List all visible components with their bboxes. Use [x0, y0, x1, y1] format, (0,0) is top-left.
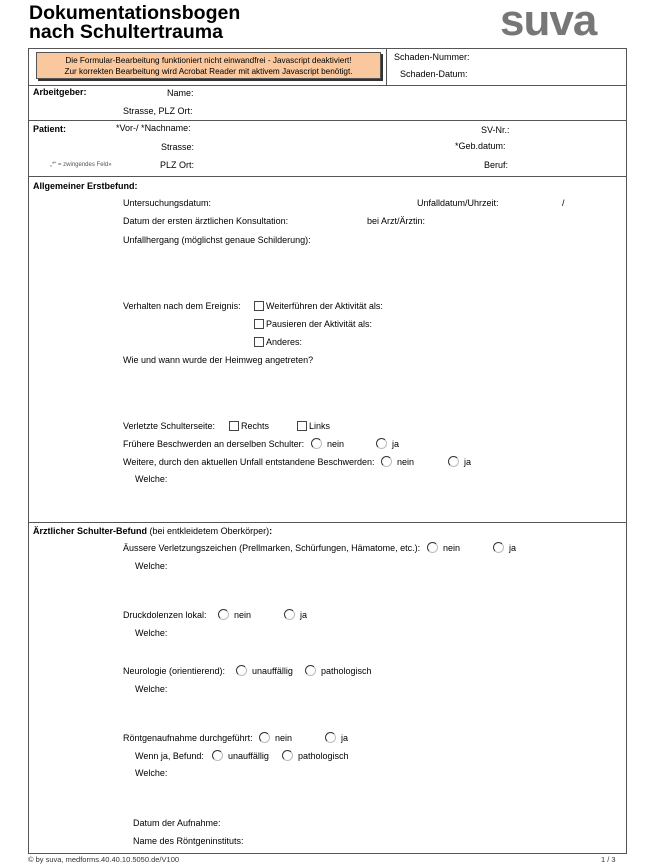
patient-section-label: Patient: — [33, 124, 67, 134]
behaviour-pause-label: Pausieren der Aktivität als: — [266, 319, 373, 329]
behaviour-label: Verhalten nach dem Ereignis: — [123, 301, 241, 311]
way-home-label: Wie und wann wurde der Heimweg angetreten? — [123, 355, 314, 365]
xray-which-label: Welche: — [135, 768, 168, 778]
tenderness-yes-radio[interactable] — [284, 609, 295, 620]
neurology-label: Neurologie (orientierend): — [123, 666, 226, 676]
xray-unremarkable-label: unauffällig — [228, 751, 269, 761]
required-star: * — [141, 123, 145, 133]
behaviour-continue-checkbox[interactable] — [254, 301, 264, 311]
exam-date-label: Untersuchungsdatum: — [123, 198, 212, 208]
javascript-warning — [36, 52, 381, 79]
required-star: * — [116, 123, 120, 133]
xray-pathological-label: pathologisch — [298, 751, 349, 761]
sv-number-label: SV-Nr.: — [481, 125, 510, 135]
neurology-which-label: Welche: — [135, 684, 168, 694]
accident-datetime-label: Unfalldatum/Uhrzeit: — [417, 198, 499, 208]
behaviour-other-label: Anderes: — [266, 337, 303, 347]
behaviour-continue-label: Weiterführen der Aktivität als: — [266, 301, 383, 311]
new-complaints-label: Weitere, durch den aktuellen Unfall entstandene Beschwerden: — [123, 457, 375, 467]
page-number: 1 / 3 — [601, 855, 616, 864]
xray-yes-label: ja — [341, 733, 349, 743]
separator — [28, 85, 627, 86]
xray-unremarkable-radio[interactable] — [212, 750, 223, 761]
claim-number-label: Schaden-Nummer: — [394, 52, 470, 62]
patient-name-label: *Vor-/ *Nachname: — [116, 123, 191, 133]
new-yes-radio[interactable] — [448, 456, 459, 467]
xray-label: Röntgenaufnahme durchgeführt: — [123, 733, 253, 743]
form-title-line1: Dokumentationsbogen — [29, 2, 241, 24]
warning-line1: Die Formular-Bearbeitung funktioniert nicht einwandfrei - Javascript deaktiviert! — [65, 56, 352, 65]
tenderness-yes-label: ja — [300, 610, 308, 620]
employer-section-label: Arbeitgeber: — [33, 87, 87, 97]
xray-date-label: Datum der Aufnahme: — [133, 818, 221, 828]
separator — [28, 120, 627, 121]
employer-name-label: Name: — [167, 88, 194, 98]
injured-side-label: Verletzte Schulterseite: — [123, 421, 216, 431]
external-no-radio[interactable] — [427, 542, 438, 553]
separator — [28, 176, 627, 177]
new-no-radio[interactable] — [381, 456, 392, 467]
xray-pathological-radio[interactable] — [282, 750, 293, 761]
external-signs-label: Äussere Verletzungszeichen (Prellmarken, Schürfungen, Hämatome, etc.): — [123, 543, 421, 553]
footer-copyright: © by suva, medforms.40.40.10.5050.de/V100 — [28, 855, 180, 864]
occupation-label: Beruf: — [484, 160, 509, 170]
general-section-label: Allgemeiner Erstbefund: — [33, 181, 138, 191]
birthdate-label: *Geb.datum: — [455, 141, 506, 151]
patient-street-label: Strasse: — [161, 142, 195, 152]
prior-no-radio[interactable] — [311, 438, 322, 449]
first-consult-label: Datum der ersten ärztlichen Konsultation: — [123, 216, 289, 226]
side-left-label: Links — [309, 421, 331, 431]
employer-address-label: Strasse, PLZ Ort: — [123, 106, 193, 116]
separator — [28, 522, 627, 523]
xray-yes-radio[interactable] — [325, 732, 336, 743]
neurology-unremarkable-radio[interactable] — [236, 665, 247, 676]
tenderness-which-label: Welche: — [135, 628, 168, 638]
side-left-checkbox[interactable] — [297, 421, 307, 431]
external-no-label: nein — [443, 543, 461, 553]
neurology-pathological-label: pathologisch — [321, 666, 372, 676]
new-which-label: Welche: — [135, 474, 168, 484]
tenderness-no-label: nein — [234, 610, 252, 620]
prior-yes-label: ja — [392, 439, 400, 449]
tenderness-no-radio[interactable] — [218, 609, 229, 620]
tenderness-label: Druckdolenzen lokal: — [123, 610, 207, 620]
behaviour-other-checkbox[interactable] — [254, 337, 264, 347]
new-yes-label: ja — [464, 457, 472, 467]
patient-plz-label: PLZ Ort: — [160, 160, 195, 170]
external-which-label: Welche: — [135, 561, 168, 571]
suva-logo: suva — [500, 0, 597, 45]
behaviour-pause-checkbox[interactable] — [254, 319, 264, 329]
doctor-label: bei Arzt/Ärztin: — [367, 216, 426, 226]
xray-no-label: nein — [275, 733, 293, 743]
external-yes-radio[interactable] — [493, 542, 504, 553]
form-title-line2: nach Schultertrauma — [29, 21, 223, 43]
shoulder-section-label: Ärztlicher Schulter-Befund (bei entkleidetem Oberkörper): — [33, 526, 273, 536]
neurology-unremarkable-label: unauffällig — [252, 666, 293, 676]
prior-yes-radio[interactable] — [376, 438, 387, 449]
datetime-slash: / — [562, 198, 565, 208]
xray-no-radio[interactable] — [259, 732, 270, 743]
accident-course-label: Unfallhergang (möglichst genaue Schilderung): — [123, 235, 311, 245]
prior-complaints-label: Frühere Beschwerden an derselben Schulter: — [123, 439, 305, 449]
header-divider — [386, 48, 387, 85]
required-field-note: „*“ = zwingendes Feld» — [50, 162, 112, 168]
new-no-label: nein — [397, 457, 415, 467]
warning-line2: Zur korrekten Bearbeitung wird Acrobat Reader mit aktivem Javascript benötigt. — [64, 67, 353, 76]
external-yes-label: ja — [509, 543, 517, 553]
side-right-label: Rechts — [241, 421, 270, 431]
claim-date-label: Schaden-Datum: — [400, 69, 468, 79]
prior-no-label: nein — [327, 439, 345, 449]
neurology-pathological-radio[interactable] — [305, 665, 316, 676]
xray-result-label: Wenn ja, Befund: — [135, 751, 204, 761]
side-right-checkbox[interactable] — [229, 421, 239, 431]
xray-institute-label: Name des Röntgeninstituts: — [133, 836, 244, 846]
required-star: * — [455, 141, 459, 151]
